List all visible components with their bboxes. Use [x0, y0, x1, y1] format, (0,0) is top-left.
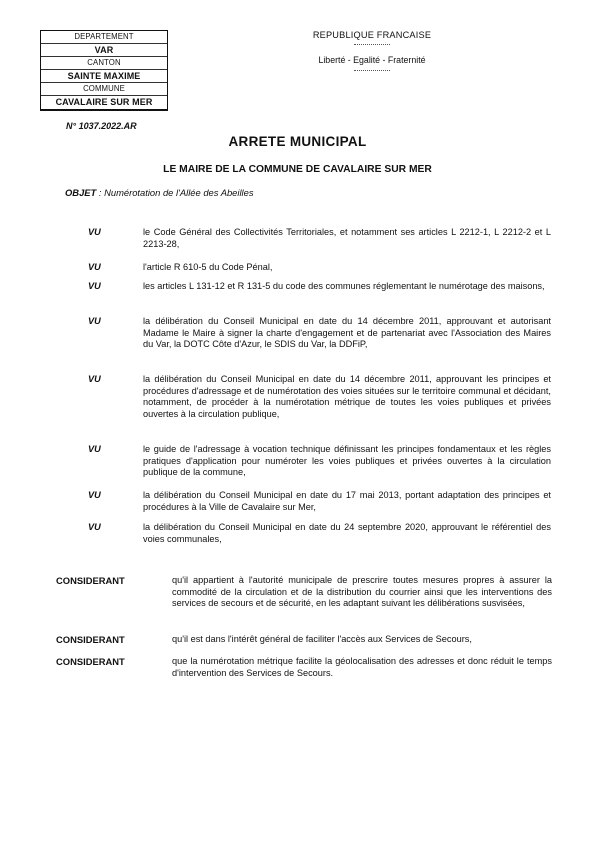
decree-reference: N° 1037.2022.AR [66, 121, 137, 131]
considerant-text: qu'il appartient à l'autorité municipale de prescrire toutes mesures propres à assurer la commodité de la circulation et de la distribution du courrier ainsi que les interventions des services de secours et de sécurité, en les adaptant suivant les délibérations susvisées, [172, 575, 552, 608]
vu-label: VU [88, 444, 101, 454]
vu-text: l'article R 610-5 du Code Pénal, [143, 262, 273, 272]
vu-label: VU [88, 316, 101, 326]
separator-dash [354, 70, 390, 71]
vu-label: VU [88, 281, 101, 291]
vu-text: la délibération du Conseil Municipal en date du 24 septembre 2020, approuvant le référentiel des voies communales, [143, 522, 551, 544]
document-title: ARRETE MUNICIPAL [228, 134, 367, 149]
admin-row-commune-label: COMMUNE [41, 83, 167, 96]
vu-text: le Code Général des Collectivités Territoriales, et notamment ses articles L 2212-1, L 2212-2 et L 2213-28, [143, 227, 551, 249]
vu-text: les articles L 131-12 et R 131-5 du code des communes réglementant le numérotage des maisons, [143, 281, 545, 291]
vu-text: la délibération du Conseil Municipal en date du 14 décembre 2011, approuvant les principes et procédures d'adressage et de numérotation des voies situées sur le territoire communal et décidant, notamment, de procéder à la numérotation métrique de toutes les voies publiques et privées ouvertes à la circulation publique, [143, 374, 551, 419]
object-label: OBJET [65, 187, 97, 198]
vu-text: le guide de l'adressage à vocation technique définissant les principes fondamentaux et les règles pratiques d'application pour numéroter les voies publiques et privées ouvertes à la circulation publique de la commune, [143, 444, 551, 477]
republic-header [300, 30, 444, 71]
admin-row-canton: SAINTE MAXIME [41, 70, 167, 83]
admin-row-departement: VAR [41, 44, 167, 57]
considerant-label: CONSIDERANT [56, 575, 125, 586]
republic-name: REPUBLIQUE FRANCAISE [312, 30, 432, 40]
considerant-text: qu'il est dans l'intérêt général de faciliter l'accès aux Services de Secours, [172, 634, 472, 644]
admin-row-canton-label: CANTON [41, 57, 167, 70]
republic-motto: Liberté - Egalité - Fraternité [318, 55, 426, 65]
vu-label: VU [88, 262, 101, 272]
considerant-label: CONSIDERANT [56, 634, 125, 645]
document-subtitle: LE MAIRE DE LA COMMUNE DE CAVALAIRE SUR MER [163, 164, 432, 175]
object-line [65, 187, 254, 198]
vu-text: la délibération du Conseil Municipal en date du 17 mai 2013, portant adaptation des principes et procédures à la Ville de Cavalaire sur Mer, [143, 490, 551, 512]
vu-label: VU [88, 227, 101, 237]
admin-row-departement-label: DEPARTEMENT [41, 31, 167, 44]
vu-label: VU [88, 374, 101, 384]
considerant-text: que la numérotation métrique facilite la géolocalisation des adresses et donc réduit le temps d'intervention des Services de Secours. [172, 656, 552, 678]
vu-label: VU [88, 522, 101, 532]
object-text: : Numérotation de l'Allée des Abeilles [96, 187, 254, 198]
separator-dash [354, 44, 390, 45]
considerant-label: CONSIDERANT [56, 656, 125, 667]
administrative-header-box [40, 30, 168, 111]
vu-label: VU [88, 490, 101, 500]
vu-text: la délibération du Conseil Municipal en date du 14 décembre 2011, approuvant et autorisant Madame le Maire à signer la charte d'engagement et de partenariat avec l'Association des Maires du Var, la DOTC Côte d'Azur, le SDIS du Var, la DDFiP, [143, 316, 551, 349]
admin-row-commune: CAVALAIRE SUR MER [55, 97, 153, 108]
